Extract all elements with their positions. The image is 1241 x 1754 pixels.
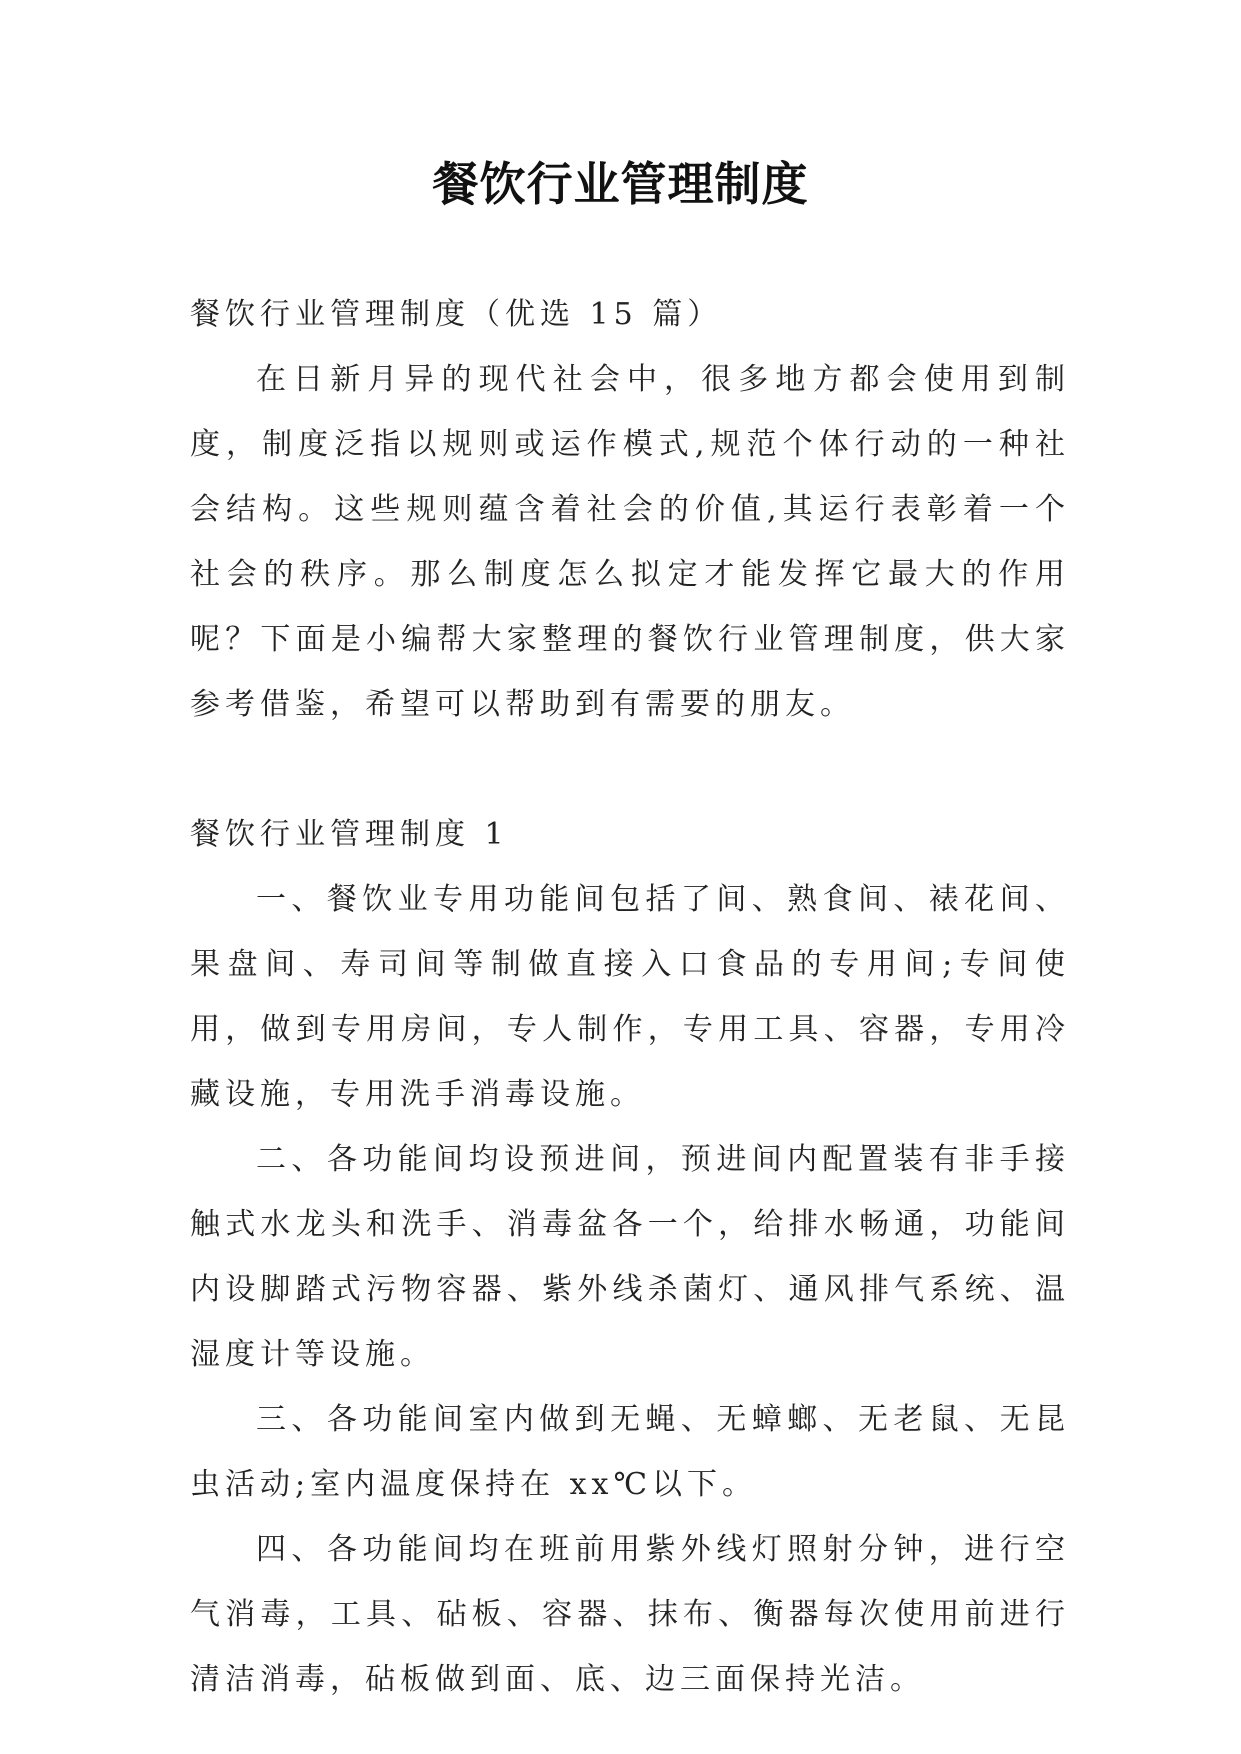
body-paragraph-4: 四、各功能间均在班前用紫外线灯照射分钟，进行空气消毒，工具、砧板、容器、抹布、衡器每次使用前进行清洁消毒，砧板做到面、底、边三面保持光洁。 <box>190 1532 1070 1697</box>
page-title: 餐饮行业管理制度 <box>432 157 809 211</box>
body-paragraph-1: 一、餐饮业专用功能间包括了间、熟食间、裱花间、果盘间、寿司间等制做直接入口食品的专用间;专间使用，做到专用房间，专人制作，专用工具、容器，专用冷藏设施，专用洗手消毒设施。 <box>190 882 1070 1112</box>
document-body <box>190 282 1070 1712</box>
body-paragraph-2: 二、各功能间均设预进间，预进间内配置装有非手接触式水龙头和洗手、消毒盆各一个，给排水畅通，功能间内设脚踏式污物容器、紫外线杀菌灯、通风排气系统、温湿度计等设施。 <box>190 1142 1070 1372</box>
intro-paragraph: 在日新月异的现代社会中，很多地方都会使用到制度，制度泛指以规则或运作模式,规范个体行动的一种社会结构。这些规则蕴含着社会的价值,其运行表彰着一个社会的秩序。那么制度怎么拟定才能发挥它最大的作用呢？下面是小编帮大家整理的餐饮行业管理制度，供大家参考借鉴，希望可以帮助到有需要的朋友。 <box>190 362 1070 722</box>
body-paragraph-3: 三、各功能间室内做到无蝇、无蟑螂、无老鼠、无昆虫活动;室内温度保持在 xx℃以下。 <box>190 1402 1070 1502</box>
section-heading: 餐饮行业管理制度 1 <box>190 817 509 852</box>
section-spacer <box>190 737 1070 802</box>
document-subtitle: 餐饮行业管理制度（优选 15 篇） <box>190 297 723 332</box>
